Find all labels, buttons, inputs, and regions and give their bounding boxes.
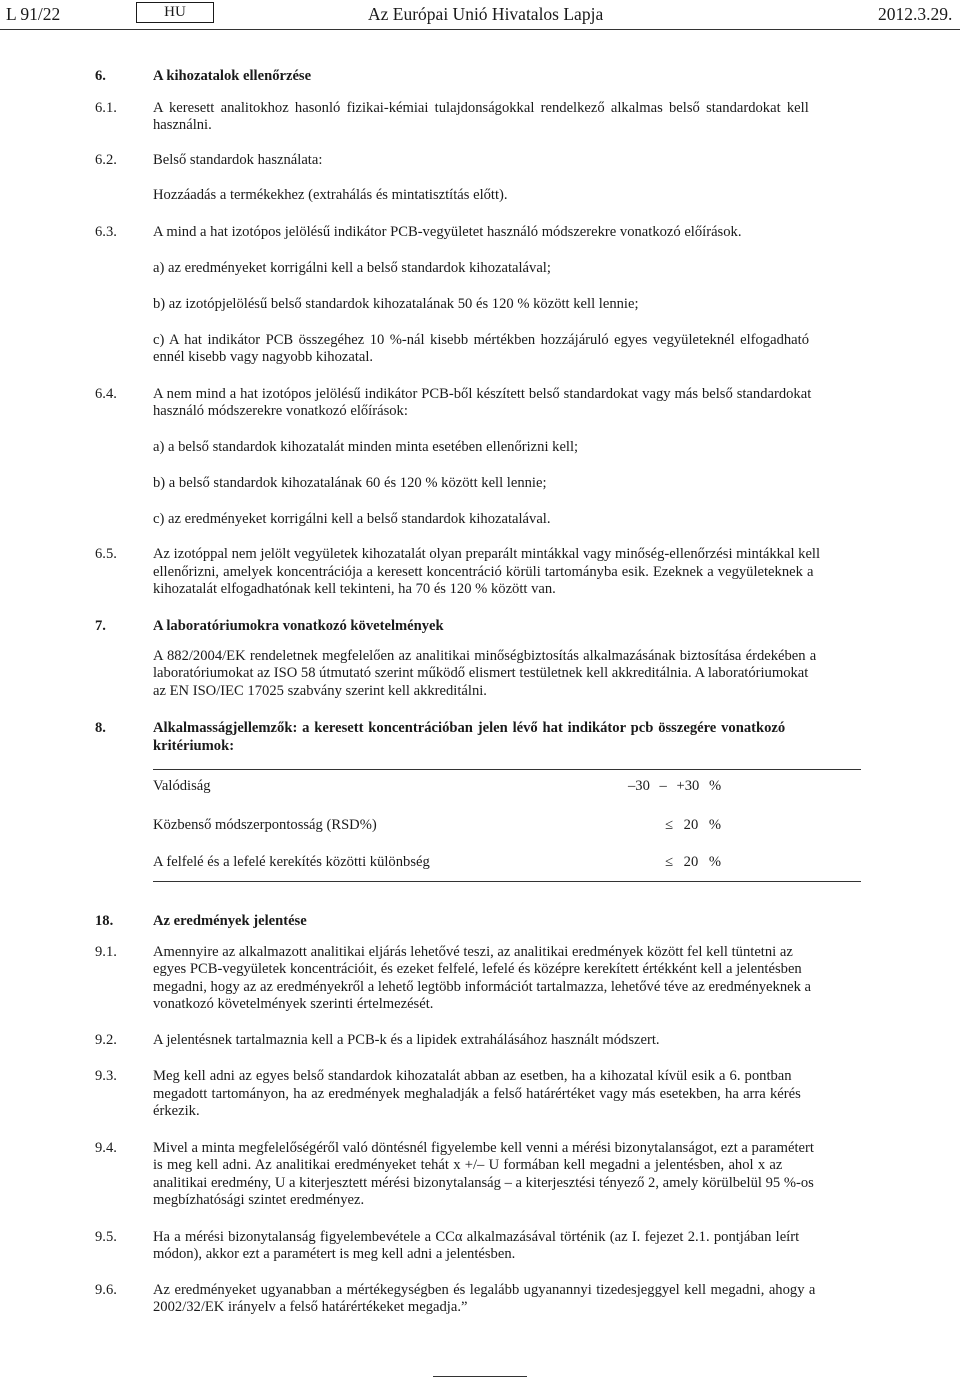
section-6-3-number: 6.3.	[95, 224, 117, 240]
section-6-3-item-c-line2: ennél kisebb vagy nagyobb kihozatal.	[153, 349, 374, 365]
page-reference: L 91/22	[6, 4, 61, 24]
section-8-title-line1: Alkalmasságjellemzők: a keresett koncentrációban jelen lévő hat indikátor pcb összegére vonatkozó	[153, 720, 786, 736]
section-6-1-number: 6.1.	[95, 100, 117, 116]
section-6-3-line1: A mind a hat izotópos jelölésű indikátor PCB-vegyületet használó módszerekre vonatkozó előírások.	[153, 224, 742, 240]
section-9-3-line1: Meg kell adni az egyes belső standardok kihozatalát abban az esetben, ha a kihozatal kívül esik a 6. pontban	[153, 1068, 792, 1084]
criteria-label-trueness: Valódiság	[153, 778, 211, 794]
section-6-4-item-a: a) a belső standardok kihozatalát minden minta esetében ellenőrizni kell;	[153, 439, 579, 455]
section-6-1-line1: A keresett analitokhoz hasonló fizikai-kémiai tulajdonságokkal rendelkező alkalmas belső standardokat kell	[153, 100, 809, 116]
section-9-1-line3: megadni, hogy az az eredményekről a lehető legtöbb információt tartalmazza, lehetővé téve az eredményeknek a	[153, 979, 812, 995]
section-18-title: Az eredmények jelentése	[153, 913, 307, 929]
section-9-6-line2: 2002/32/EK irányelv a felső határértékeket megadja.”	[153, 1299, 468, 1315]
section-9-6-line1: Az eredményeket ugyanabban a mértékegységben és legalább ugyanannyi tizedesjeggyel kell megadni, ahogy a	[153, 1282, 816, 1298]
section-6-4-line1: A nem mind a hat izotópos jelölésű indikátor PCB-ből készített belső standardokat vagy más belső standardokat	[153, 386, 812, 402]
section-6-5-number: 6.5.	[95, 546, 117, 562]
section-9-4-line3: analitikai eredmény, U a kiterjesztett mérési bizonytalanság – a kiterjesztési tényező 2, amely körülbelül 95 %-os	[153, 1175, 814, 1191]
section-7-line2: laboratóriumokat az ISO 58 útmutató szerint működő elismert testületnek kell akkreditálnia. A laboratóriumokat	[153, 665, 809, 681]
section-9-6-number: 9.6.	[95, 1282, 117, 1298]
section-9-5-line1: Ha a mérési bizonytalanság figyelembevétele a CCα alkalmazásával történik (az I. fejezet 2.1. pontjában leírt	[153, 1229, 800, 1245]
section-7-number: 7.	[95, 618, 106, 634]
section-9-3-number: 9.3.	[95, 1068, 117, 1084]
criteria-value-precision: ≤ 20 %	[665, 817, 722, 833]
section-6-5-line1: Az izotóppal nem jelölt vegyületek kihozatalát olyan preparált mintákkal vagy minőség-ellenőrzési mintákkal kell	[153, 546, 821, 562]
section-9-4-line2: is meg kell adni. Az analitikai eredményeket tehát x +/– U formában kell megadni a jelentésben, ahol x az	[153, 1157, 783, 1173]
section-8-title-line2: kritériumok:	[153, 738, 235, 754]
section-6-3-item-c-line1: c) A hat indikátor PCB összegéhez 10 %-nál kisebb mértékben hozzájáruló egyes vegyületeknél elfogadható	[153, 332, 809, 348]
section-6-2-line2: Hozzáadás a termékekhez (extrahálás és mintatisztítás előtt).	[153, 187, 508, 203]
section-9-3-line3: érkezik.	[153, 1103, 200, 1119]
section-6-title: A kihozatalok ellenőrzése	[153, 68, 312, 84]
criteria-label-precision: Közbenső módszerpontosság (RSD%)	[153, 817, 377, 833]
section-8-number: 8.	[95, 720, 106, 736]
section-18-number: 18.	[95, 913, 114, 929]
section-6-4-item-c: c) az eredményeket korrigálni kell a belső standardok kihozatalával.	[153, 511, 551, 527]
section-6-2-line1: Belső standardok használata:	[153, 152, 323, 168]
publication-title: Az Európai Unió Hivatalos Lapja	[368, 4, 604, 24]
section-6-4-line2: használó módszerekre vonatkozó előírások:	[153, 403, 408, 419]
section-6-2-number: 6.2.	[95, 152, 117, 168]
section-9-4-line1: Mivel a minta megfelelőségéről való döntésnél figyelembe kell venni a mérési bizonytalanságot, ezt a paramétert	[153, 1140, 814, 1156]
section-6-3-item-b: b) az izotópjelölésű belső standardok kihozatalának 50 és 120 % között kell lennie;	[153, 296, 639, 312]
table-top-rule	[153, 769, 861, 770]
section-9-5-number: 9.5.	[95, 1229, 117, 1245]
criteria-value-trueness: –30 – +30 %	[628, 778, 722, 794]
section-6-3-item-a: a) az eredményeket korrigálni kell a belső standardok kihozatalával;	[153, 260, 551, 276]
section-9-1-line1: Amennyire az alkalmazott analitikai eljárás lehetővé teszi, az analitikai eredmények között fel kell tüntetni az	[153, 944, 793, 960]
section-7-title: A laboratóriumokra vonatkozó követelmények	[153, 618, 444, 634]
section-9-5-line2: módon), akkor ezt a paramétert is meg kell adni a jelentésben.	[153, 1246, 516, 1262]
section-9-4-line4: megbízhatósági szintet eredményez.	[153, 1192, 365, 1208]
section-7-line1: A 882/2004/EK rendeletnek megfelelően az analitikai minőségbiztosítás alkalmazásának biztosítása érdekében a	[153, 648, 817, 664]
table-bottom-rule	[153, 881, 861, 882]
section-9-2-number: 9.2.	[95, 1032, 117, 1048]
section-6-4-number: 6.4.	[95, 386, 117, 402]
section-9-1-line2: egyes PCB-vegyületek koncentrációit, és ezeket felfelé, lefelé és középre kerekített értékként kell a jelentésben	[153, 961, 802, 977]
section-6-5-line2: ellenőrizni, amelyek koncentrációja a keresett koncentráció körüli tartományba esik. Ezeknek a vegyületeknek a	[153, 564, 814, 580]
section-7-line3: az EN ISO/IEC 17025 szabvány szerint kell akkreditálni.	[153, 683, 487, 699]
footer-rule	[433, 1376, 527, 1377]
section-6-number: 6.	[95, 68, 106, 84]
section-9-1-line4: vonatkozó követelmények szerinti értelmezését.	[153, 996, 434, 1012]
page-header	[0, 0, 960, 30]
section-9-2-line1: A jelentésnek tartalmaznia kell a PCB-k és a lipidek extrahálásához használt módszert.	[153, 1032, 660, 1048]
section-9-4-number: 9.4.	[95, 1140, 117, 1156]
section-6-4-item-b: b) a belső standardok kihozatalának 60 és 120 % között kell lennie;	[153, 475, 547, 491]
language-badge: HU	[136, 2, 214, 23]
criteria-label-rounding: A felfelé és a lefelé kerekítés közötti különbség	[153, 854, 430, 870]
publication-date: 2012.3.29.	[878, 4, 953, 24]
section-9-1-number: 9.1.	[95, 944, 117, 960]
section-6-5-line3: kihozatalát elfogadhatónak kell tekinteni, ha 70 és 120 % között van.	[153, 581, 556, 597]
section-6-1-line2: használni.	[153, 117, 212, 133]
criteria-value-rounding: ≤ 20 %	[665, 854, 722, 870]
header-rule	[0, 29, 960, 30]
section-9-3-line2: megadott tartományon, ha az eredmények meghaladják a felső határértéket vagy más esetekben, ha arra kérés	[153, 1086, 801, 1102]
